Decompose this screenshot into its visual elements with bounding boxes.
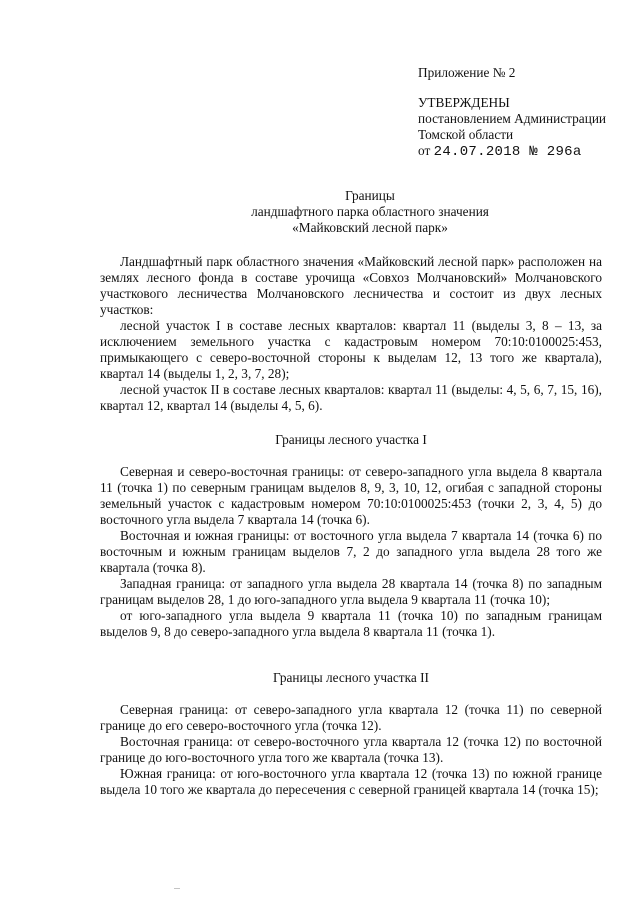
section-2-heading: Границы лесного участка II bbox=[273, 670, 429, 685]
title-line-1: Границы bbox=[345, 188, 395, 203]
intro-paragraph-1: Ландшафтный парк областного значения «Майковский лесной парк» расположен на землях лесного фонда в составе урочища «Совхоз Молчановский» Молчановского участкового лесничества Молчановского лесничества и состоит из двух лесных участков: bbox=[100, 254, 602, 317]
title-line-2: ландшафтного парка областного значения bbox=[251, 204, 489, 219]
section-1-paragraph-4: от юго-западного угла выдела 9 квартала 11 (точка 10) по западным границам выделов 9, 8 до северо-западного угла выдела 8 квартала 11 (точка 1). bbox=[100, 608, 602, 639]
intro-section bbox=[100, 254, 602, 414]
section-1-paragraph-2: Восточная и южная границы: от восточного угла выдела 7 квартала 14 (точка 6) по восточным и южным границам выделов 7, 2 до западного угла выдела 28 того же квартала (точка 8). bbox=[100, 528, 602, 575]
section-2-paragraph-2: Восточная граница: от северо-восточного угла квартала 12 (точка 12) по восточной границе до юго-восточного угла того же квартала (точка 13). bbox=[100, 734, 602, 765]
date-prefix: от bbox=[418, 143, 431, 158]
section-1-heading: Границы лесного участка I bbox=[275, 432, 427, 447]
section-1-paragraph-1: Северная и северо-восточная границы: от северо-западного угла выдела 8 квартала 11 (точка 1) по северным границам выделов 8, 9, 3, 10, 12, огибая с западной стороны земельный участок с кадастровым номером 70:10:0100025:453 (точки 2, 3, 4, 5) до восточного угла выдела 7 квартала 14 (точка 6). bbox=[100, 464, 602, 527]
approval-line-2: Томской области bbox=[418, 127, 514, 142]
title-line-3: «Майковский лесной парк» bbox=[292, 220, 448, 235]
footer-mark: ... bbox=[174, 882, 180, 891]
section-1-paragraph-3: Западная граница: от западного угла выдела 28 квартала 14 (точка 8) по западным границам выделов 28, 1 до юго-западного угла выдела 9 квартала 11 (точка 10); bbox=[100, 576, 602, 607]
approval-line-1: постановлением Администрации bbox=[418, 111, 607, 126]
document-title bbox=[100, 188, 640, 236]
intro-paragraph-2: лесной участок I в составе лесных кварталов: квартал 11 (выделы 3, 8 – 13, за исключением земельного участка с кадастровым номером 70:10:0100025:453, примыкающего с северо-восточной стороны к выделам 12, 13 того же квартала), квартал 14 (выделы 1, 2, 3, 7, 28); bbox=[100, 318, 602, 381]
intro-paragraph-3: лесной участок II в составе лесных кварталов: квартал 11 (выделы: 4, 5, 6, 7, 15, 16), квартал 12, квартал 14 (выделы 4, 5, 6). bbox=[100, 382, 602, 413]
date-value: 24.07.2018 № 296а bbox=[433, 144, 582, 160]
section-2-paragraph-1: Северная граница: от северо-западного угла квартала 12 (точка 11) по северной границе до его северо-восточного угла (точка 12). bbox=[100, 702, 602, 733]
approval-date bbox=[418, 143, 633, 160]
approval-block bbox=[418, 65, 633, 160]
section-2-paragraph-3: Южная граница: от юго-восточного угла квартала 12 (точка 13) по южной границе выдела 10 того же квартала до пересечения с северной границей квартала 14 (точка 15); bbox=[100, 766, 602, 797]
section-2 bbox=[100, 702, 602, 798]
appendix-label: Приложение № 2 bbox=[418, 65, 516, 80]
section-1 bbox=[100, 464, 602, 640]
approved-label: УТВЕРЖДЕНЫ bbox=[418, 95, 510, 110]
